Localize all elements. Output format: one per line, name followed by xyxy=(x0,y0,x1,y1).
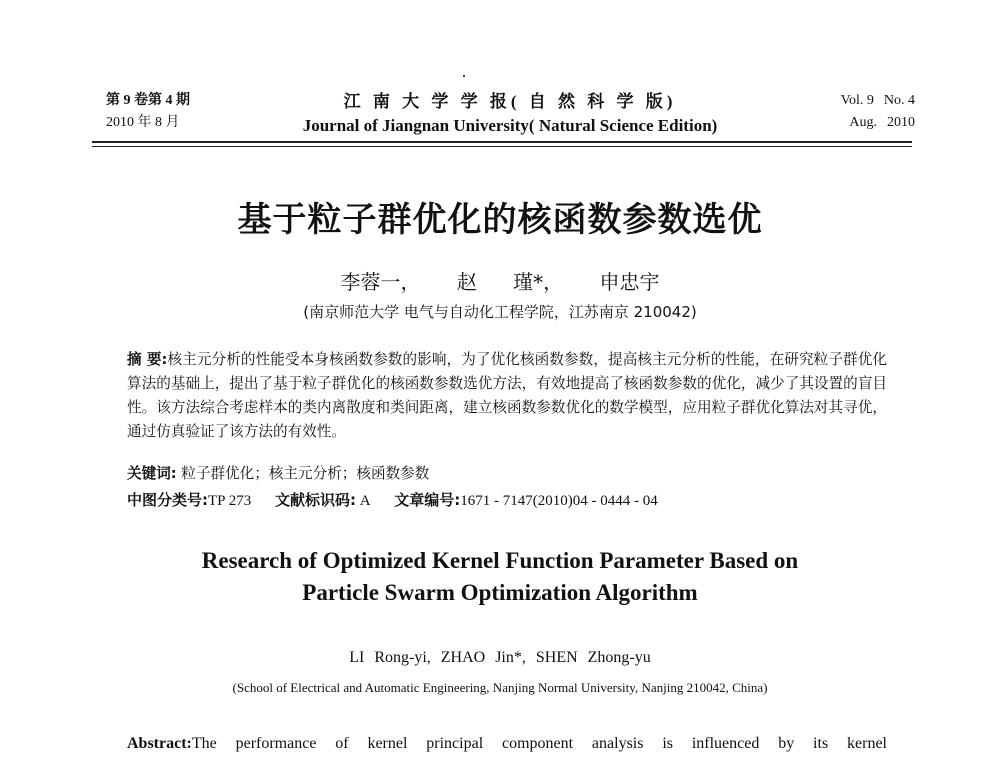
number: No. 4 xyxy=(883,93,915,108)
paper-title-en xyxy=(0,545,1000,609)
abstract-cn-label: 摘 要: xyxy=(127,351,168,368)
abstract-cn xyxy=(127,348,887,444)
journal-name-cn: 江 南 大 学 学 报( 自 然 科 学 版) xyxy=(343,92,677,111)
author-en: ZHAO Jin*, xyxy=(440,649,526,666)
affiliation-cn: (南京师范大学 电气与自动化工程学院，江苏南京 210042) xyxy=(303,303,697,321)
date-cn: 2010 年 8 月 xyxy=(106,115,180,130)
journal-name xyxy=(250,90,770,138)
abstract-en xyxy=(127,732,887,756)
author-cn: 赵 瑾*， xyxy=(456,270,564,294)
article-no-value: 1671 - 7147(2010)04 - 0444 - 04 xyxy=(460,493,658,509)
year: 2010 xyxy=(887,115,915,130)
keywords-label: 关键词: xyxy=(127,465,177,482)
volume-info xyxy=(790,90,915,134)
header-rule-thick xyxy=(92,141,912,143)
clc-label: 中图分类号: xyxy=(127,491,208,509)
author-en: SHEN Zhong-yu xyxy=(535,649,651,666)
header-rule-thin xyxy=(92,146,912,147)
author-cn: 申忠宇 xyxy=(599,270,660,294)
doc-code-value: A xyxy=(359,493,371,509)
volume: Vol. 9 xyxy=(840,93,874,108)
title-en-line2: Particle Swarm Optimization Algorithm xyxy=(302,580,698,605)
authors-en xyxy=(0,649,1000,667)
author-cn: 李蓉一， xyxy=(340,270,421,294)
issue-info xyxy=(106,90,190,134)
scan-speck xyxy=(463,75,465,77)
issue-cn: 第 9 卷第 4 期 xyxy=(106,93,190,108)
keywords-cn xyxy=(127,462,887,486)
paper-title-cn: 基于粒子群优化的核函数参数选优 xyxy=(237,200,763,240)
title-en-line1: Research of Optimized Kernel Function Parameter Based on xyxy=(201,548,799,573)
abstract-en-text: The performance of kernel principal component analysis is influenced by its kernel xyxy=(191,735,887,752)
clc-value: TP 273 xyxy=(208,493,252,509)
authors-cn xyxy=(0,266,1000,295)
abstract-en-label: Abstract: xyxy=(127,735,192,752)
author-en: LI Rong-yi, xyxy=(349,649,431,666)
month: Aug. xyxy=(849,115,877,130)
journal-name-en: Journal of Jiangnan University( Natural Science Edition) xyxy=(302,116,718,135)
doc-code-label: 文献标识码: xyxy=(274,491,356,509)
affiliation-en: (School of Electrical and Automatic Engineering, Nanjing Normal University, Nanjing 210042, China) xyxy=(232,680,768,695)
classification-line xyxy=(127,488,887,513)
keywords-text: 粒子群优化；核主元分析；核函数参数 xyxy=(181,465,430,482)
article-no-label: 文章编号: xyxy=(394,491,461,509)
abstract-cn-text: 核主元分析的性能受本身核函数参数的影响，为了优化核函数参数，提高核主元分析的性能，在研究粒子群优化算法的基础上，提出了基于粒子群优化的核函数参数选优方法，有效地提高了核函数参数的优化，减少了其设置的盲目性。该方法综合考虑样本的类内离散度和类间距离，建立核函数参数优化的数学模型，应用粒子群优化算法对其寻优，通过仿真验证了该方法的有效性。 xyxy=(127,351,887,440)
